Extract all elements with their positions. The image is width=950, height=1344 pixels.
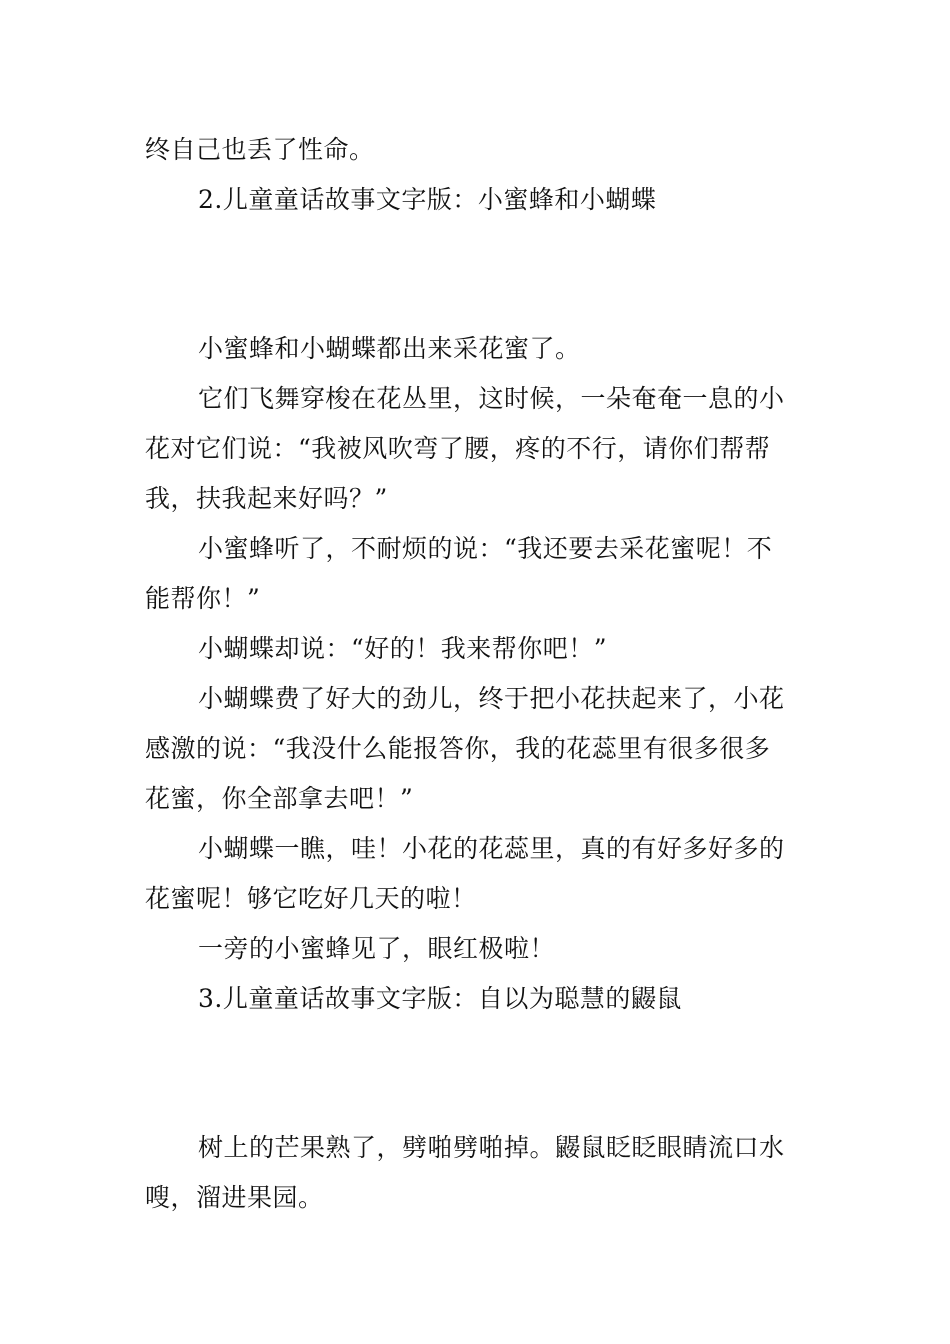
section-heading: 2.儿童童话故事文字版：小蜜蜂和小蝴蝶 [198,185,657,214]
paragraph-line: 嗖，溜进果园。 [145,1183,324,1212]
paragraph-line: 我，扶我起来好吗？” [145,484,388,513]
paragraph-line: 花蜜，你全部拿去吧！” [145,784,414,813]
paragraph-line: 花蜜呢！够它吃好几天的啦！ [145,884,477,913]
section-heading: 3.儿童童话故事文字版：自以为聪慧的鼹鼠 [198,984,682,1013]
paragraph-line: 小蝴蝶却说：“好的！我来帮你吧！” [198,634,608,663]
paragraph-line: 小蝴蝶一瞧，哇！小花的花蕊里，真的有好多好多的 [198,834,785,863]
paragraph-line: 花对它们说：“我被风吹弯了腰，疼的不行，请你们帮帮 [145,434,771,463]
paragraph-line: 小蜜蜂和小蝴蝶都出来采花蜜了。 [198,334,581,363]
paragraph-line: 小蝴蝶费了好大的劲儿，终于把小花扶起来了，小花 [198,684,785,713]
paragraph-line: 它们飞舞穿梭在花丛里，这时候，一朵奄奄一息的小 [198,384,785,413]
paragraph-line: 终自己也丢了性命。 [145,135,375,164]
paragraph-line: 一旁的小蜜蜂见了，眼红极啦！ [198,934,556,963]
paragraph-line: 感激的说：“我没什么能报答你，我的花蕊里有很多很多 [145,734,771,763]
paragraph-line: 树上的芒果熟了，劈啪劈啪掉。鼹鼠眨眨眼睛流口水 [198,1133,785,1162]
paragraph-line: 能帮你！” [145,584,261,613]
paragraph-line: 小蜜蜂听了，不耐烦的说：“我还要去采花蜜呢！不 [198,534,773,563]
